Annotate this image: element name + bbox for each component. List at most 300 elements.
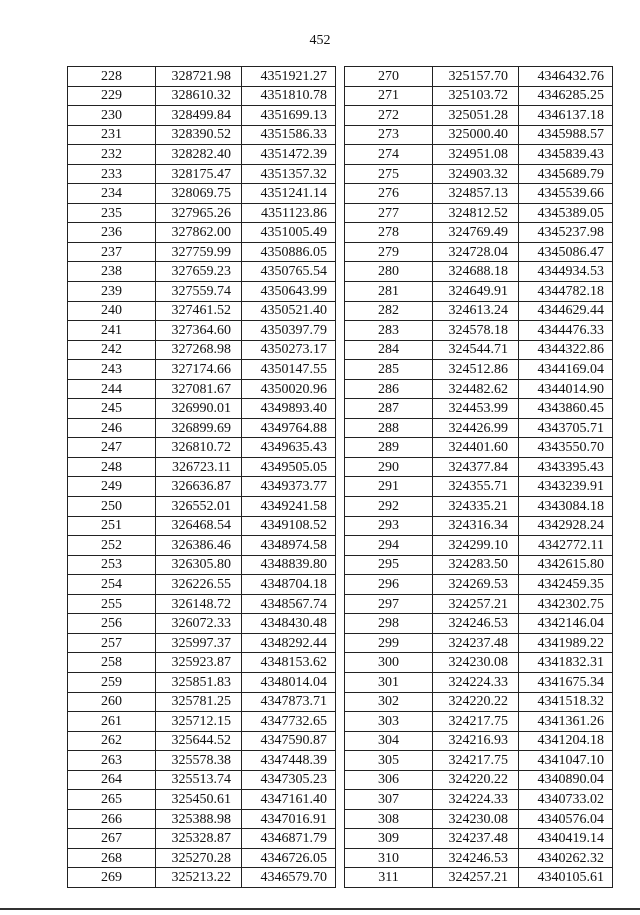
point-number-cell: 270	[345, 67, 433, 87]
table-row	[68, 516, 336, 536]
y-coordinate-cell: 4351123.86	[242, 203, 336, 223]
point-number-cell: 240	[68, 301, 156, 321]
y-coordinate-cell: 4346137.18	[519, 106, 613, 126]
x-coordinate-cell: 327268.98	[156, 340, 242, 360]
x-coordinate-cell: 325450.61	[156, 790, 242, 810]
x-coordinate-cell: 324769.49	[433, 223, 519, 243]
point-number-cell: 246	[68, 418, 156, 438]
x-coordinate-cell: 328499.84	[156, 106, 242, 126]
y-coordinate-cell: 4342302.75	[519, 594, 613, 614]
y-coordinate-cell: 4348014.04	[242, 672, 336, 692]
x-coordinate-cell: 325000.40	[433, 125, 519, 145]
x-coordinate-cell: 324220.22	[433, 770, 519, 790]
y-coordinate-cell: 4340262.32	[519, 848, 613, 868]
table-row	[345, 86, 613, 106]
table-row	[345, 712, 613, 732]
point-number-cell: 295	[345, 555, 433, 575]
point-number-cell: 241	[68, 321, 156, 341]
x-coordinate-cell: 325213.22	[156, 868, 242, 888]
table-row	[345, 848, 613, 868]
y-coordinate-cell: 4347161.40	[242, 790, 336, 810]
y-coordinate-cell: 4344322.86	[519, 340, 613, 360]
point-number-cell: 257	[68, 633, 156, 653]
point-number-cell: 273	[345, 125, 433, 145]
table-row	[68, 575, 336, 595]
point-number-cell: 274	[345, 145, 433, 165]
x-coordinate-cell: 324237.48	[433, 829, 519, 849]
table-row	[68, 536, 336, 556]
table-row	[68, 809, 336, 829]
y-coordinate-cell: 4347448.39	[242, 751, 336, 771]
point-number-cell: 300	[345, 653, 433, 673]
y-coordinate-cell: 4344629.44	[519, 301, 613, 321]
point-number-cell: 288	[345, 418, 433, 438]
y-coordinate-cell: 4350147.55	[242, 360, 336, 380]
x-coordinate-cell: 324316.34	[433, 516, 519, 536]
point-number-cell: 243	[68, 360, 156, 380]
point-number-cell: 302	[345, 692, 433, 712]
table-row	[345, 301, 613, 321]
y-coordinate-cell: 4340419.14	[519, 829, 613, 849]
x-coordinate-cell: 325328.87	[156, 829, 242, 849]
point-number-cell: 231	[68, 125, 156, 145]
point-number-cell: 232	[68, 145, 156, 165]
point-number-cell: 281	[345, 282, 433, 302]
point-number-cell: 277	[345, 203, 433, 223]
x-coordinate-cell: 325103.72	[433, 86, 519, 106]
point-number-cell: 310	[345, 848, 433, 868]
table-row	[68, 497, 336, 517]
y-coordinate-cell: 4343239.91	[519, 477, 613, 497]
y-coordinate-cell: 4346432.76	[519, 67, 613, 87]
x-coordinate-cell: 324246.53	[433, 614, 519, 634]
point-number-cell: 280	[345, 262, 433, 282]
y-coordinate-cell: 4345539.66	[519, 184, 613, 204]
x-coordinate-cell: 324688.18	[433, 262, 519, 282]
table-row	[68, 379, 336, 399]
x-coordinate-cell: 324355.71	[433, 477, 519, 497]
point-number-cell: 256	[68, 614, 156, 634]
x-coordinate-cell: 324903.32	[433, 164, 519, 184]
y-coordinate-cell: 4349108.52	[242, 516, 336, 536]
y-coordinate-cell: 4351357.32	[242, 164, 336, 184]
y-coordinate-cell: 4349635.43	[242, 438, 336, 458]
x-coordinate-cell: 325513.74	[156, 770, 242, 790]
coordinate-table-left	[67, 66, 336, 888]
y-coordinate-cell: 4344476.33	[519, 321, 613, 341]
y-coordinate-cell: 4348704.18	[242, 575, 336, 595]
x-coordinate-cell: 324335.21	[433, 497, 519, 517]
x-coordinate-cell: 324217.75	[433, 712, 519, 732]
table-row	[345, 751, 613, 771]
table-row	[68, 770, 336, 790]
y-coordinate-cell: 4346285.25	[519, 86, 613, 106]
table-row	[345, 692, 613, 712]
y-coordinate-cell: 4351699.13	[242, 106, 336, 126]
table-row	[68, 321, 336, 341]
y-coordinate-cell: 4346579.70	[242, 868, 336, 888]
y-coordinate-cell: 4344169.04	[519, 360, 613, 380]
x-coordinate-cell: 325851.83	[156, 672, 242, 692]
point-number-cell: 233	[68, 164, 156, 184]
y-coordinate-cell: 4345689.79	[519, 164, 613, 184]
table-row	[345, 223, 613, 243]
x-coordinate-cell: 325997.37	[156, 633, 242, 653]
y-coordinate-cell: 4342772.11	[519, 536, 613, 556]
table-row	[68, 555, 336, 575]
point-number-cell: 260	[68, 692, 156, 712]
point-number-cell: 278	[345, 223, 433, 243]
point-number-cell: 311	[345, 868, 433, 888]
table-row	[345, 594, 613, 614]
page-bottom-rule	[0, 908, 640, 910]
point-number-cell: 263	[68, 751, 156, 771]
y-coordinate-cell: 4348430.48	[242, 614, 336, 634]
point-number-cell: 306	[345, 770, 433, 790]
y-coordinate-cell: 4342146.04	[519, 614, 613, 634]
y-coordinate-cell: 4343860.45	[519, 399, 613, 419]
y-coordinate-cell: 4340733.02	[519, 790, 613, 810]
x-coordinate-cell: 324246.53	[433, 848, 519, 868]
x-coordinate-cell: 327081.67	[156, 379, 242, 399]
x-coordinate-cell: 324220.22	[433, 692, 519, 712]
point-number-cell: 299	[345, 633, 433, 653]
table-row	[345, 653, 613, 673]
point-number-cell: 272	[345, 106, 433, 126]
point-number-cell: 297	[345, 594, 433, 614]
table-row	[345, 575, 613, 595]
x-coordinate-cell: 326990.01	[156, 399, 242, 419]
x-coordinate-cell: 324453.99	[433, 399, 519, 419]
x-coordinate-cell: 324237.48	[433, 633, 519, 653]
point-number-cell: 305	[345, 751, 433, 771]
y-coordinate-cell: 4342928.24	[519, 516, 613, 536]
y-coordinate-cell: 4350765.54	[242, 262, 336, 282]
x-coordinate-cell: 324230.08	[433, 809, 519, 829]
y-coordinate-cell: 4348153.62	[242, 653, 336, 673]
page-number: 452	[309, 33, 331, 48]
x-coordinate-cell: 328610.32	[156, 86, 242, 106]
coordinate-table-right	[344, 66, 613, 888]
point-number-cell: 293	[345, 516, 433, 536]
y-coordinate-cell: 4344782.18	[519, 282, 613, 302]
x-coordinate-cell: 324613.24	[433, 301, 519, 321]
x-coordinate-cell: 324224.33	[433, 672, 519, 692]
y-coordinate-cell: 4340105.61	[519, 868, 613, 888]
x-coordinate-cell: 326148.72	[156, 594, 242, 614]
table-row	[345, 184, 613, 204]
point-number-cell: 308	[345, 809, 433, 829]
point-number-cell: 229	[68, 86, 156, 106]
table-row	[68, 848, 336, 868]
table-row	[68, 86, 336, 106]
table-row	[345, 809, 613, 829]
table-row	[345, 790, 613, 810]
y-coordinate-cell: 4350521.40	[242, 301, 336, 321]
table-row	[345, 614, 613, 634]
y-coordinate-cell: 4341361.26	[519, 712, 613, 732]
x-coordinate-cell: 327759.99	[156, 242, 242, 262]
point-number-cell: 234	[68, 184, 156, 204]
point-number-cell: 253	[68, 555, 156, 575]
table-row	[68, 751, 336, 771]
y-coordinate-cell: 4341047.10	[519, 751, 613, 771]
x-coordinate-cell: 327559.74	[156, 282, 242, 302]
coordinate-table-left-body	[68, 67, 336, 888]
point-number-cell: 252	[68, 536, 156, 556]
y-coordinate-cell: 4345086.47	[519, 242, 613, 262]
table-row	[345, 868, 613, 888]
point-number-cell: 282	[345, 301, 433, 321]
table-row	[68, 829, 336, 849]
table-row	[345, 536, 613, 556]
table-row	[345, 125, 613, 145]
table-row	[68, 67, 336, 87]
table-row	[345, 262, 613, 282]
point-number-cell: 276	[345, 184, 433, 204]
table-row	[68, 184, 336, 204]
y-coordinate-cell: 4350643.99	[242, 282, 336, 302]
y-coordinate-cell: 4348567.74	[242, 594, 336, 614]
table-row	[68, 242, 336, 262]
y-coordinate-cell: 4351586.33	[242, 125, 336, 145]
table-row	[68, 145, 336, 165]
x-coordinate-cell: 324269.53	[433, 575, 519, 595]
point-number-cell: 254	[68, 575, 156, 595]
point-number-cell: 228	[68, 67, 156, 87]
y-coordinate-cell: 4343705.71	[519, 418, 613, 438]
point-number-cell: 265	[68, 790, 156, 810]
table-row	[68, 203, 336, 223]
point-number-cell: 230	[68, 106, 156, 126]
table-row	[345, 360, 613, 380]
table-row	[68, 125, 336, 145]
x-coordinate-cell: 324728.04	[433, 242, 519, 262]
table-row	[68, 106, 336, 126]
table-row	[345, 340, 613, 360]
table-row	[345, 516, 613, 536]
x-coordinate-cell: 324426.99	[433, 418, 519, 438]
table-row	[345, 731, 613, 751]
y-coordinate-cell: 4349373.77	[242, 477, 336, 497]
table-row	[68, 399, 336, 419]
x-coordinate-cell: 326810.72	[156, 438, 242, 458]
point-number-cell: 301	[345, 672, 433, 692]
x-coordinate-cell: 328175.47	[156, 164, 242, 184]
x-coordinate-cell: 325051.28	[433, 106, 519, 126]
point-number-cell: 271	[345, 86, 433, 106]
y-coordinate-cell: 4349505.05	[242, 457, 336, 477]
point-number-cell: 245	[68, 399, 156, 419]
point-number-cell: 296	[345, 575, 433, 595]
x-coordinate-cell: 324224.33	[433, 790, 519, 810]
point-number-cell: 239	[68, 282, 156, 302]
point-number-cell: 283	[345, 321, 433, 341]
y-coordinate-cell: 4350020.96	[242, 379, 336, 399]
x-coordinate-cell: 324544.71	[433, 340, 519, 360]
table-row	[345, 106, 613, 126]
point-number-cell: 287	[345, 399, 433, 419]
table-row	[68, 282, 336, 302]
y-coordinate-cell: 4341518.32	[519, 692, 613, 712]
x-coordinate-cell: 324812.52	[433, 203, 519, 223]
y-coordinate-cell: 4351005.49	[242, 223, 336, 243]
x-coordinate-cell: 324578.18	[433, 321, 519, 341]
table-row	[68, 731, 336, 751]
y-coordinate-cell: 4350397.79	[242, 321, 336, 341]
point-number-cell: 262	[68, 731, 156, 751]
x-coordinate-cell: 324649.91	[433, 282, 519, 302]
point-number-cell: 250	[68, 497, 156, 517]
table-row	[68, 438, 336, 458]
point-number-cell: 264	[68, 770, 156, 790]
table-row	[68, 868, 336, 888]
point-number-cell: 238	[68, 262, 156, 282]
point-number-cell: 249	[68, 477, 156, 497]
table-row	[68, 477, 336, 497]
point-number-cell: 258	[68, 653, 156, 673]
y-coordinate-cell: 4345839.43	[519, 145, 613, 165]
x-coordinate-cell: 326072.33	[156, 614, 242, 634]
point-number-cell: 236	[68, 223, 156, 243]
x-coordinate-cell: 325712.15	[156, 712, 242, 732]
y-coordinate-cell: 4347732.65	[242, 712, 336, 732]
y-coordinate-cell: 4351241.14	[242, 184, 336, 204]
x-coordinate-cell: 327965.26	[156, 203, 242, 223]
x-coordinate-cell: 326468.54	[156, 516, 242, 536]
point-number-cell: 307	[345, 790, 433, 810]
y-coordinate-cell: 4345988.57	[519, 125, 613, 145]
y-coordinate-cell: 4346871.79	[242, 829, 336, 849]
y-coordinate-cell: 4347016.91	[242, 809, 336, 829]
table-row	[345, 770, 613, 790]
y-coordinate-cell: 4343084.18	[519, 497, 613, 517]
x-coordinate-cell: 325157.70	[433, 67, 519, 87]
table-row	[345, 438, 613, 458]
x-coordinate-cell: 327461.52	[156, 301, 242, 321]
x-coordinate-cell: 324283.50	[433, 555, 519, 575]
table-row	[345, 203, 613, 223]
x-coordinate-cell: 326723.11	[156, 457, 242, 477]
table-row	[68, 692, 336, 712]
table-row	[345, 829, 613, 849]
x-coordinate-cell: 325270.28	[156, 848, 242, 868]
point-number-cell: 304	[345, 731, 433, 751]
y-coordinate-cell: 4343550.70	[519, 438, 613, 458]
coordinate-table-right-body	[345, 67, 613, 888]
y-coordinate-cell: 4349893.40	[242, 399, 336, 419]
point-number-cell: 292	[345, 497, 433, 517]
table-row	[68, 457, 336, 477]
y-coordinate-cell: 4341204.18	[519, 731, 613, 751]
x-coordinate-cell: 324482.62	[433, 379, 519, 399]
point-number-cell: 286	[345, 379, 433, 399]
table-row	[68, 223, 336, 243]
point-number-cell: 267	[68, 829, 156, 849]
x-coordinate-cell: 324401.60	[433, 438, 519, 458]
point-number-cell: 290	[345, 457, 433, 477]
table-row	[68, 594, 336, 614]
x-coordinate-cell: 324299.10	[433, 536, 519, 556]
y-coordinate-cell: 4340890.04	[519, 770, 613, 790]
point-number-cell: 251	[68, 516, 156, 536]
x-coordinate-cell: 328069.75	[156, 184, 242, 204]
y-coordinate-cell: 4345389.05	[519, 203, 613, 223]
y-coordinate-cell: 4344014.90	[519, 379, 613, 399]
y-coordinate-cell: 4346726.05	[242, 848, 336, 868]
x-coordinate-cell: 326899.69	[156, 418, 242, 438]
x-coordinate-cell: 324857.13	[433, 184, 519, 204]
table-row	[345, 457, 613, 477]
y-coordinate-cell: 4343395.43	[519, 457, 613, 477]
table-row	[345, 497, 613, 517]
x-coordinate-cell: 324216.93	[433, 731, 519, 751]
y-coordinate-cell: 4350273.17	[242, 340, 336, 360]
x-coordinate-cell: 327174.66	[156, 360, 242, 380]
y-coordinate-cell: 4351921.27	[242, 67, 336, 87]
y-coordinate-cell: 4347873.71	[242, 692, 336, 712]
x-coordinate-cell: 328282.40	[156, 145, 242, 165]
y-coordinate-cell: 4342459.35	[519, 575, 613, 595]
table-row	[68, 672, 336, 692]
point-number-cell: 235	[68, 203, 156, 223]
point-number-cell: 259	[68, 672, 156, 692]
table-row	[68, 614, 336, 634]
x-coordinate-cell: 325781.25	[156, 692, 242, 712]
x-coordinate-cell: 325644.52	[156, 731, 242, 751]
y-coordinate-cell: 4347590.87	[242, 731, 336, 751]
table-row	[68, 340, 336, 360]
point-number-cell: 289	[345, 438, 433, 458]
point-number-cell: 269	[68, 868, 156, 888]
y-coordinate-cell: 4349764.88	[242, 418, 336, 438]
y-coordinate-cell: 4350886.05	[242, 242, 336, 262]
x-coordinate-cell: 324217.75	[433, 751, 519, 771]
y-coordinate-cell: 4351472.39	[242, 145, 336, 165]
table-row	[68, 164, 336, 184]
y-coordinate-cell: 4345237.98	[519, 223, 613, 243]
x-coordinate-cell: 328390.52	[156, 125, 242, 145]
table-row	[345, 67, 613, 87]
table-row	[68, 418, 336, 438]
x-coordinate-cell: 325923.87	[156, 653, 242, 673]
table-row	[345, 379, 613, 399]
table-row	[68, 712, 336, 732]
table-row	[68, 262, 336, 282]
x-coordinate-cell: 327659.23	[156, 262, 242, 282]
table-row	[345, 145, 613, 165]
y-coordinate-cell: 4348974.58	[242, 536, 336, 556]
y-coordinate-cell: 4351810.78	[242, 86, 336, 106]
point-number-cell: 309	[345, 829, 433, 849]
point-number-cell: 244	[68, 379, 156, 399]
table-row	[345, 242, 613, 262]
y-coordinate-cell: 4348292.44	[242, 633, 336, 653]
table-row	[345, 321, 613, 341]
x-coordinate-cell: 326636.87	[156, 477, 242, 497]
x-coordinate-cell: 324230.08	[433, 653, 519, 673]
table-row	[68, 790, 336, 810]
point-number-cell: 266	[68, 809, 156, 829]
x-coordinate-cell: 324377.84	[433, 457, 519, 477]
y-coordinate-cell: 4341989.22	[519, 633, 613, 653]
point-number-cell: 285	[345, 360, 433, 380]
point-number-cell: 261	[68, 712, 156, 732]
table-row	[345, 399, 613, 419]
point-number-cell: 268	[68, 848, 156, 868]
table-row	[345, 282, 613, 302]
x-coordinate-cell: 325578.38	[156, 751, 242, 771]
